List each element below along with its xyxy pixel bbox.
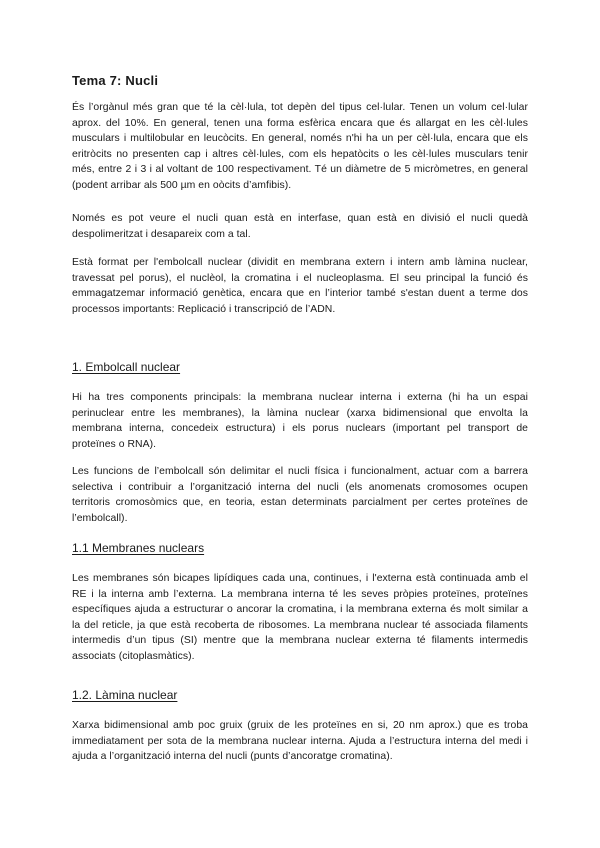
document-title: Tema 7: Nucli (72, 73, 159, 88)
intro-paragraph-2: Només es pot veure el nucli quan està en interfase, quan està en divisió el nucli quedà despolimeritzat i desapareix com a tal. (72, 213, 528, 240)
intro-paragraph-3: Està format per l'embolcall nuclear (dividit en membrana extern i intern amb làmina nuclear, travessat pel porus), el nuclèol, la cromatina i el nucleoplasma. El seu principal la funció és emmagatzemar informació genètica, encara que en l’interior també s'estan duent a terme dos processos importants: Replicació i transcripció de l’ADN. (72, 257, 528, 315)
section1-paragraph-2: Les funcions de l’embolcall són delimitar el nucli física i funcionalment, actuar com a barrera selectiva i contribuir a l’organització interna del nucli (els anomenats cromosomes ocupen territoris cromosòmics que, en teoria, estan determinats parcialment per certes proteïnes de l’embolcall). (72, 466, 528, 524)
section-heading-lamina: 1.2. Làmina nuclear (72, 688, 178, 702)
section1-paragraph-1: Hi ha tres components principals: la membrana nuclear interna i externa (hi ha un espai perinuclear entre les membranes), la làmina nuclear (xarxa bidimensional que envolta la membrana interna, concedeix estructura) i els porus nuclears (important pel transport de proteïnes o RNA). (72, 392, 528, 450)
document-page (72, 0, 528, 848)
intro-paragraph-1: És l’orgànul més gran que té la cèl·lula, tot depèn del tipus cel·lular. Tenen un volum cel·lular aprox. del 10%. En general, tenen una forma esfèrica encara que és allargat en les cèl·lules musculars i multilobular en leucòcits. En general, només n'hi ha un per cèl·lula, encara que els eritròcits no presenten cap i altres cèl·lules, com els hepatòcits o les cèl·lules musculars tenir més, entre 2 i 3 i al voltant de 100 respectivament. Té un diàmetre de 5 micròmetres, en general (podent arribar als 500 µm en oòcits d’amfibis). (72, 102, 528, 191)
section-heading-membranes: 1.1 Membranes nuclears (72, 541, 205, 555)
section1-1-paragraph-1: Les membranes són bicapes lipídiques cada una, continues, i l'externa està continuada amb el RE i la interna amb l’externa. La membrana interna té les seves pròpies proteïnes, proteïnes específiques ajuda a estructurar o ancorar la cromatina, i la membrana externa és molt similar a la del reticle, ja que està recoberta de ribosomes. La membrana nuclear té associada filaments intermedis d’un tipus (SI) mentre que la membrana nuclear externa té filaments intermedis associats (citoplasmàtics). (72, 573, 528, 662)
section-heading-embolcall: 1. Embolcall nuclear (72, 360, 181, 374)
section1-2-paragraph-1: Xarxa bidimensional amb poc gruix (gruix de les proteïnes en si, 20 nm aprox.) que es troba immediatament per sota de la membrana nuclear interna. Ajuda a l’estructura interna del medi i ajuda a l’organització interna del nucli (punts d’ancoratge cromatina). (72, 720, 528, 763)
